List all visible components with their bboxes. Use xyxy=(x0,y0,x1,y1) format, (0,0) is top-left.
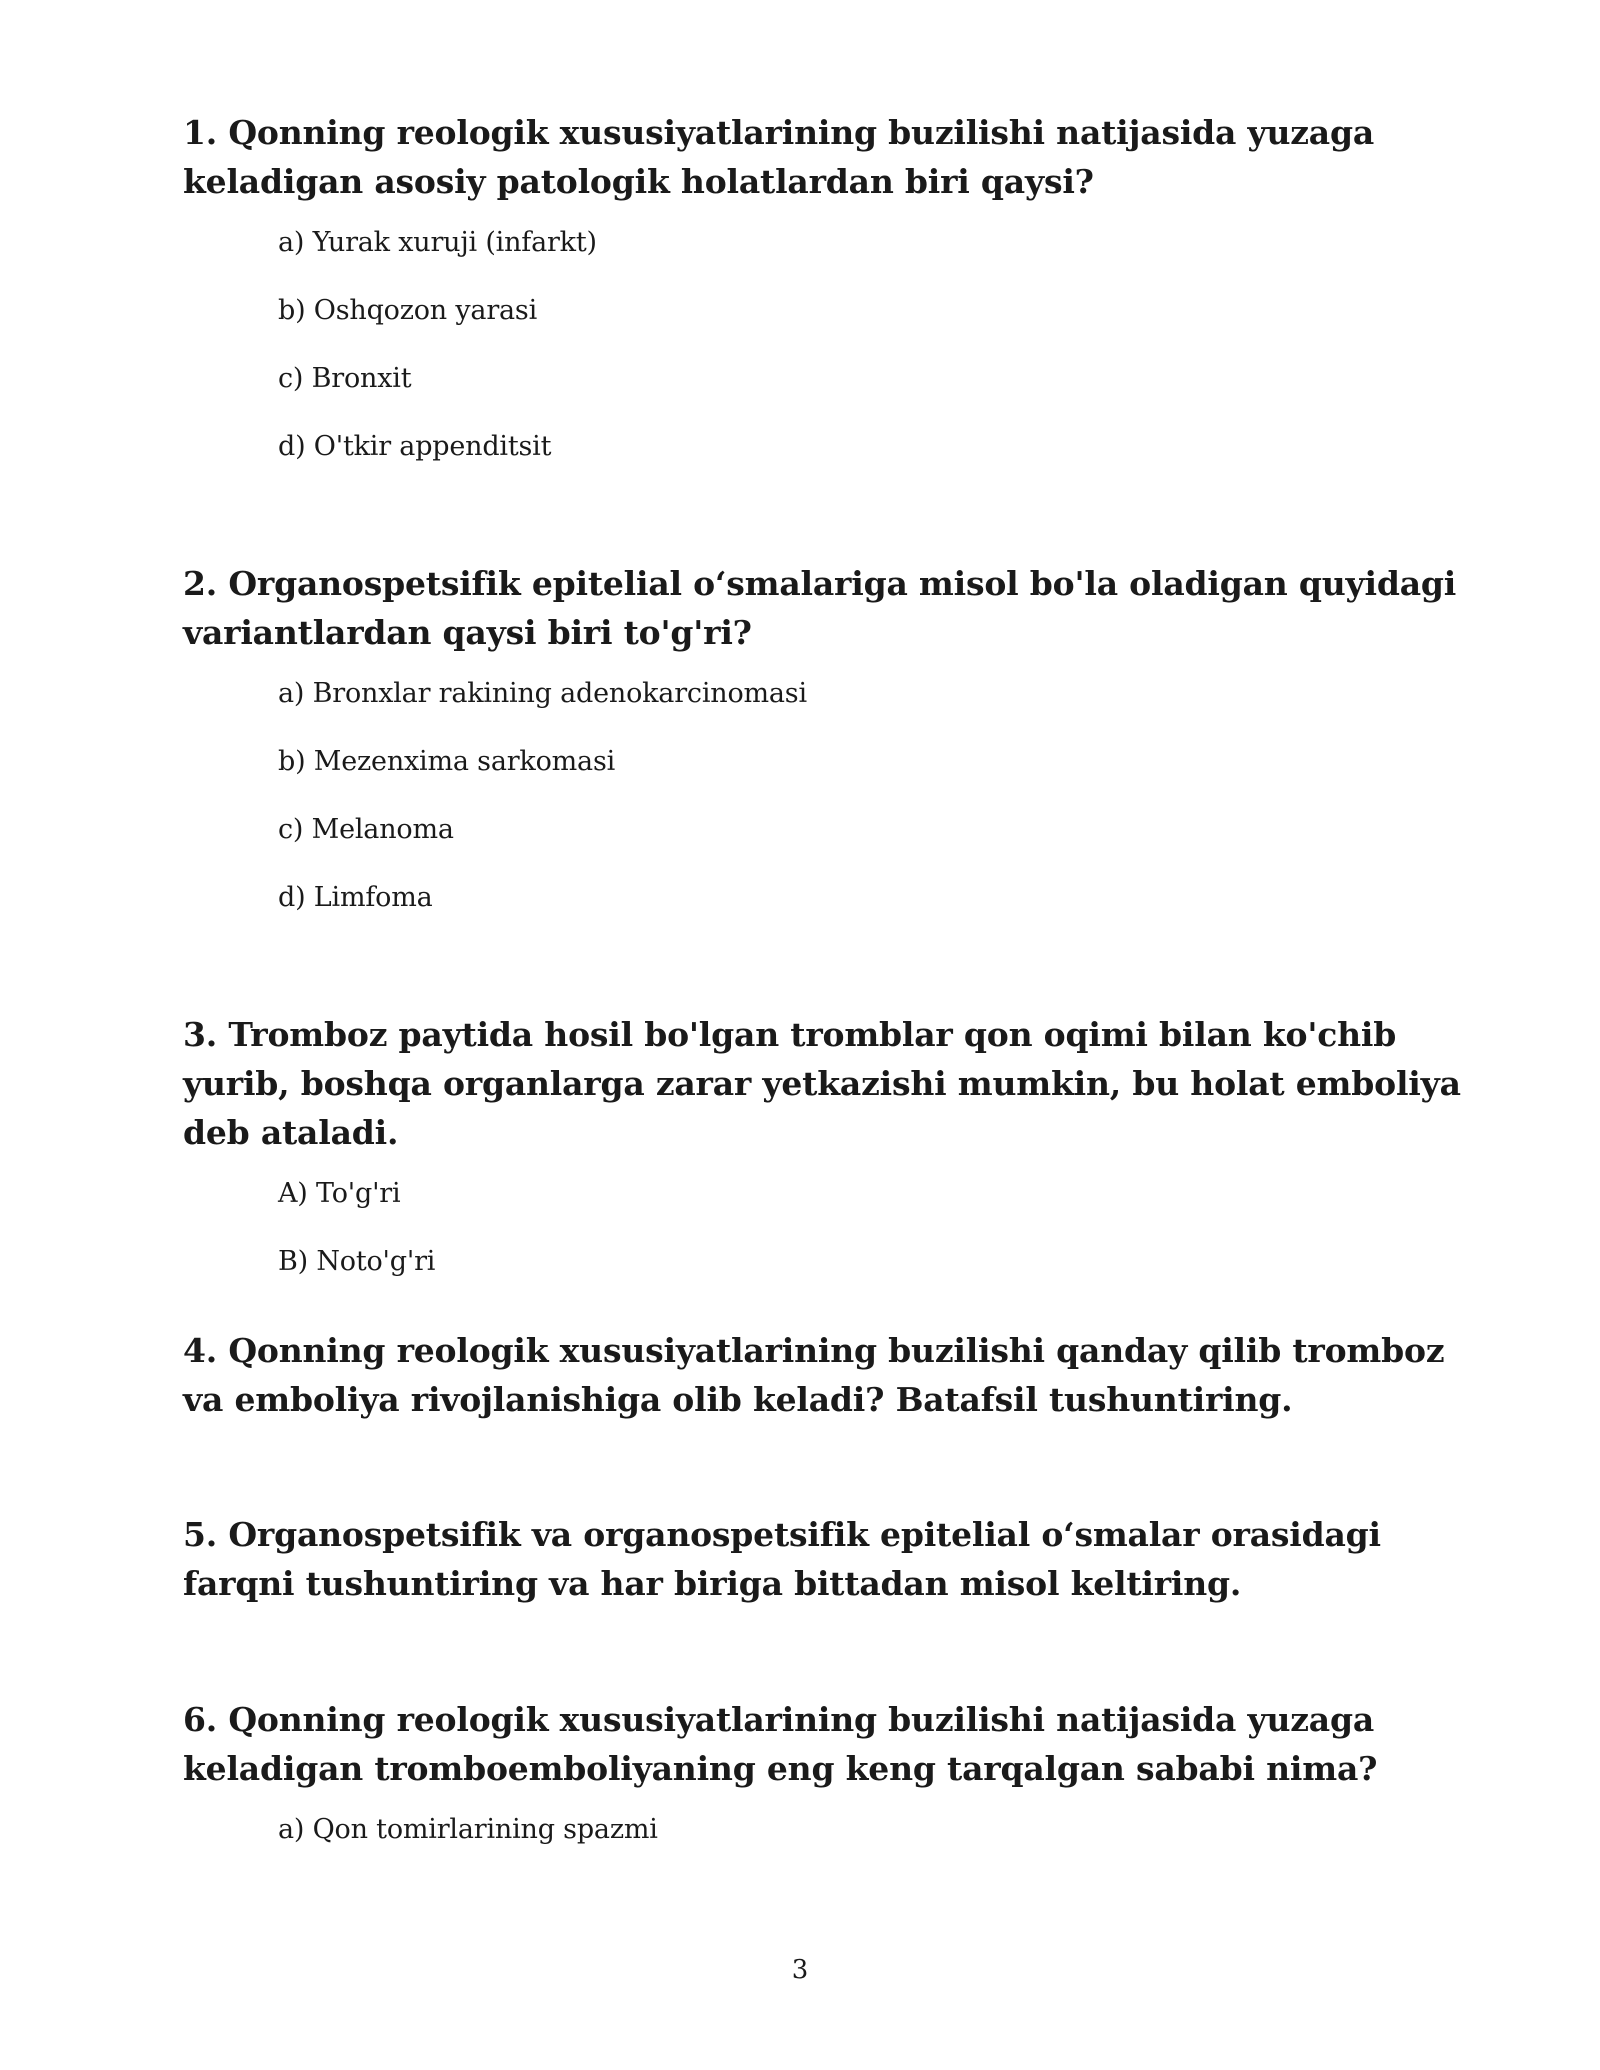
question-1-text: 1. Qonning reologik xususiyatlarining buzilishi natijasida yuzaga keladigan asosiy patologik holatlardan biri qaysi? xyxy=(183,113,1375,201)
question-5 xyxy=(183,1510,1473,1608)
question-2-option-a: a) Bronxlar rakining adenokarcinomasi xyxy=(278,678,807,709)
question-2-option-b: b) Mezenxima sarkomasi xyxy=(278,746,616,777)
question-1-option-b: b) Oshqozon yarasi xyxy=(278,295,538,326)
question-1-option-d: d) O'tkir appenditsit xyxy=(278,431,552,462)
question-3 xyxy=(183,1010,1473,1313)
question-6-options xyxy=(278,1813,1473,1847)
question-3-text: 3. Tromboz paytida hosil bo'lgan tromblar qon oqimi bilan ko'chib yurib, boshqa organlarga zarar yetkazishi mumkin, bu holat emboliya deb ataladi. xyxy=(183,1015,1461,1152)
question-3-options xyxy=(278,1177,1473,1279)
question-6-text: 6. Qonning reologik xususiyatlarining buzilishi natijasida yuzaga keladigan tromboemboliyaning eng keng tarqalgan sababi nima? xyxy=(183,1700,1378,1788)
question-2-options xyxy=(278,677,1473,915)
page-number: 3 xyxy=(791,1955,809,1985)
question-3-option-b: B) Noto'g'ri xyxy=(278,1246,436,1277)
question-2-option-c: c) Melanoma xyxy=(278,814,454,845)
question-1-option-a: a) Yurak xuruji (infarkt) xyxy=(278,227,597,258)
question-6 xyxy=(183,1695,1473,1881)
question-2-option-d: d) Limfoma xyxy=(278,882,433,913)
question-6-option-a: a) Qon tomirlarining spazmi xyxy=(278,1814,658,1845)
question-5-text: 5. Organospetsifik va organospetsifik epitelial o‘smalar orasidagi farqni tushuntiring va har biriga bittadan misol keltiring. xyxy=(183,1515,1381,1603)
question-1-options xyxy=(278,226,1473,464)
question-1-option-c: c) Bronxit xyxy=(278,363,412,394)
question-3-option-a: A) To'g'ri xyxy=(278,1178,401,1209)
question-4 xyxy=(183,1326,1473,1424)
question-4-text: 4. Qonning reologik xususiyatlarining buzilishi qanday qilib tromboz va emboliya rivojlanishiga olib keladi? Batafsil tushuntiring. xyxy=(183,1331,1445,1419)
question-2-text: 2. Organospetsifik epitelial o‘smalariga misol bo'la oladigan quyidagi variantlardan qaysi biri to'g'ri? xyxy=(183,564,1457,652)
question-2 xyxy=(183,559,1473,949)
question-1 xyxy=(183,108,1473,498)
